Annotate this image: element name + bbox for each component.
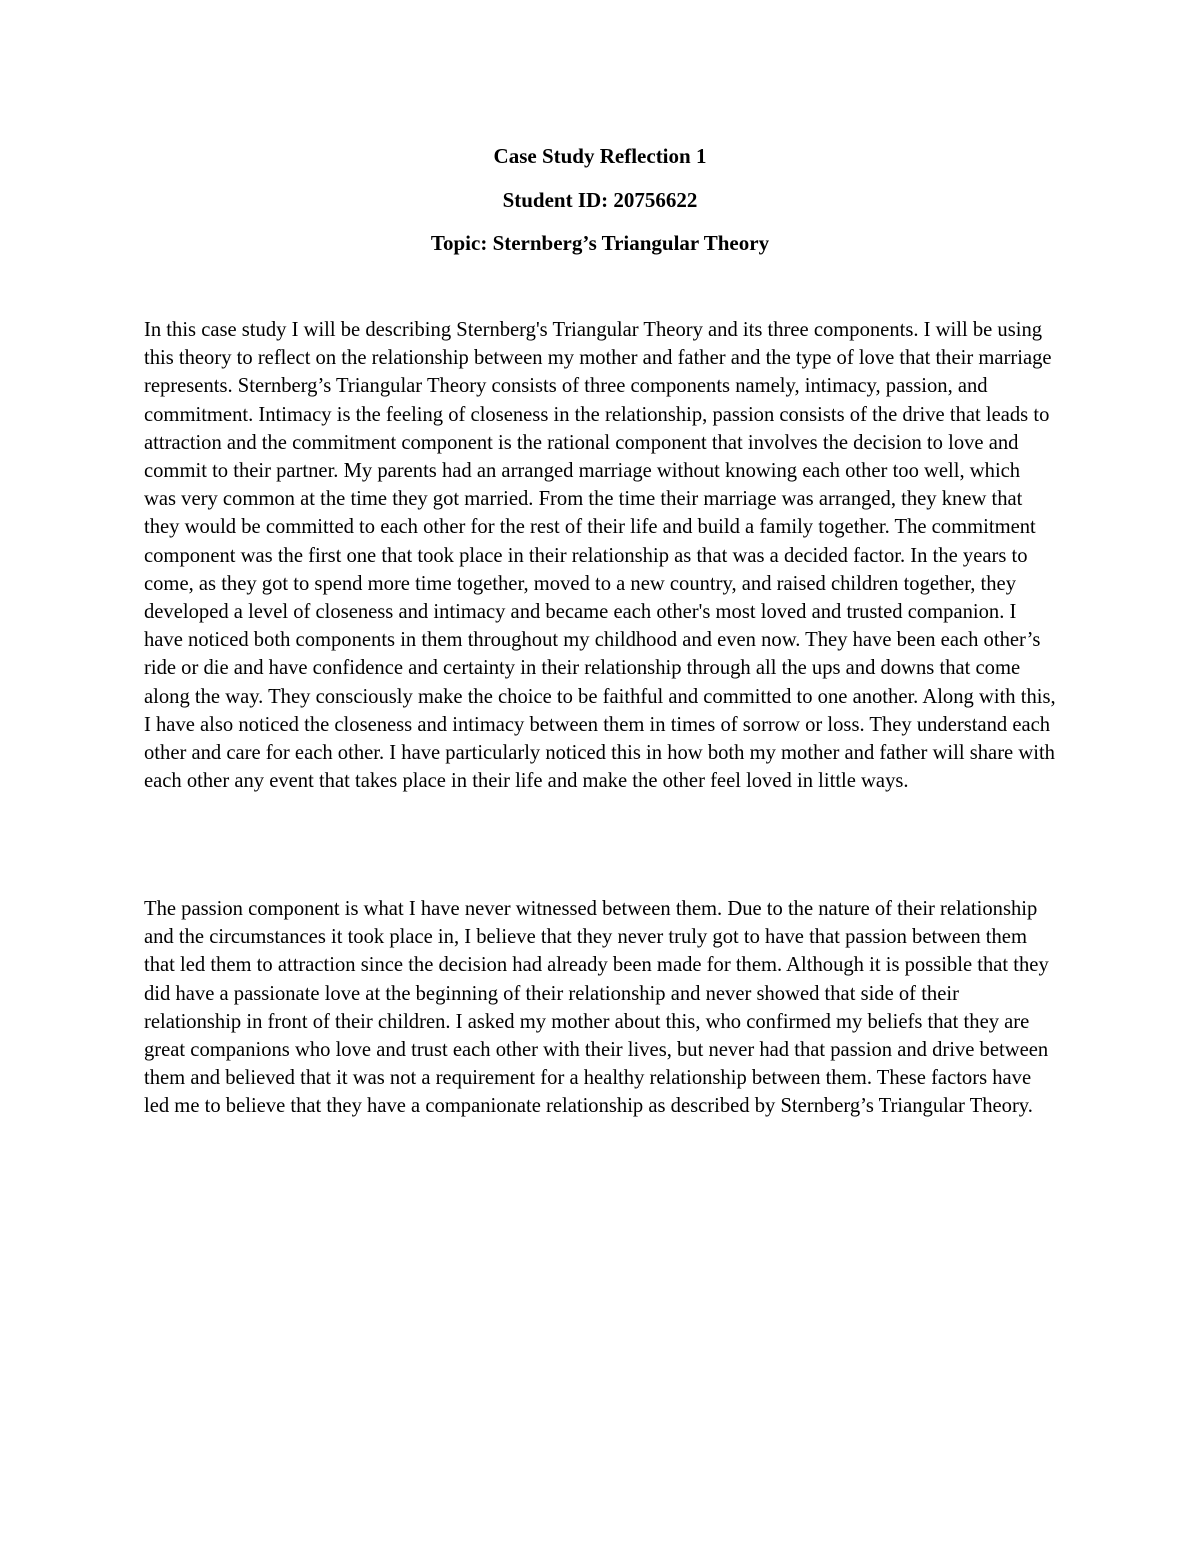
body-paragraph-2: The passion component is what I have never witnessed between them. Due to the nature of their relationship and the circumstances it took place in, I believe that they never truly got to have that passion between them that led them to attraction since the decision had already been made for them. Although it is possible that they did have a passionate love at the beginning of their relationship and never showed that side of their relationship in front of their children. I asked my mother about this, who confirmed my beliefs that they are great companions who love and trust each other with their lives, but never had that passion and drive between them and believed that it was not a requirement for a healthy relationship between them. These factors have led me to believe that they have a companionate relationship as described by Sternberg’s Triangular Theory. bbox=[144, 898, 1049, 1118]
student-id: Student ID: 20756622 bbox=[502, 188, 698, 212]
body-paragraph-1: In this case study I will be describing Sternberg's Triangular Theory and its three components. I will be using this theory to reflect on the relationship between my mother and father and the type of love that their marriage represents. Sternberg’s Triangular Theory consists of three components namely, intimacy, passion, and commitment. Intimacy is the feeling of closeness in the relationship, passion consists of the drive that leads to attraction and the commitment component is the rational component that involves the decision to love and commit to their partner. My parents had an arranged marriage without knowing each other too well, which was very common at the time they got married. From the time their marriage was arranged, they knew that they would be committed to each other for the rest of their life and build a family together. The commitment component was the first one that took place in their relationship as that was a decided factor. In the years to come, as they got to spend more time together, moved to a new country, and raised children together, they developed a level of closeness and intimacy and became each other's most loved and trusted companion. I have noticed both components in them throughout my childhood and even now. They have been each other’s ride or die and have confidence and certainty in their relationship through all the ups and downs that come along the way. They consciously make the choice to be faithful and committed to one another. Along with this, I have also noticed the closeness and intimacy between them in times of sorrow or loss. They understand each other and care for each other. I have particularly noticed this in how both my mother and father will share with each other any event that takes place in their life and make the other feel loved in little ways. bbox=[144, 319, 1056, 793]
topic-heading: Topic: Sternberg’s Triangular Theory bbox=[430, 231, 770, 255]
document-title: Case Study Reflection 1 bbox=[493, 144, 707, 168]
